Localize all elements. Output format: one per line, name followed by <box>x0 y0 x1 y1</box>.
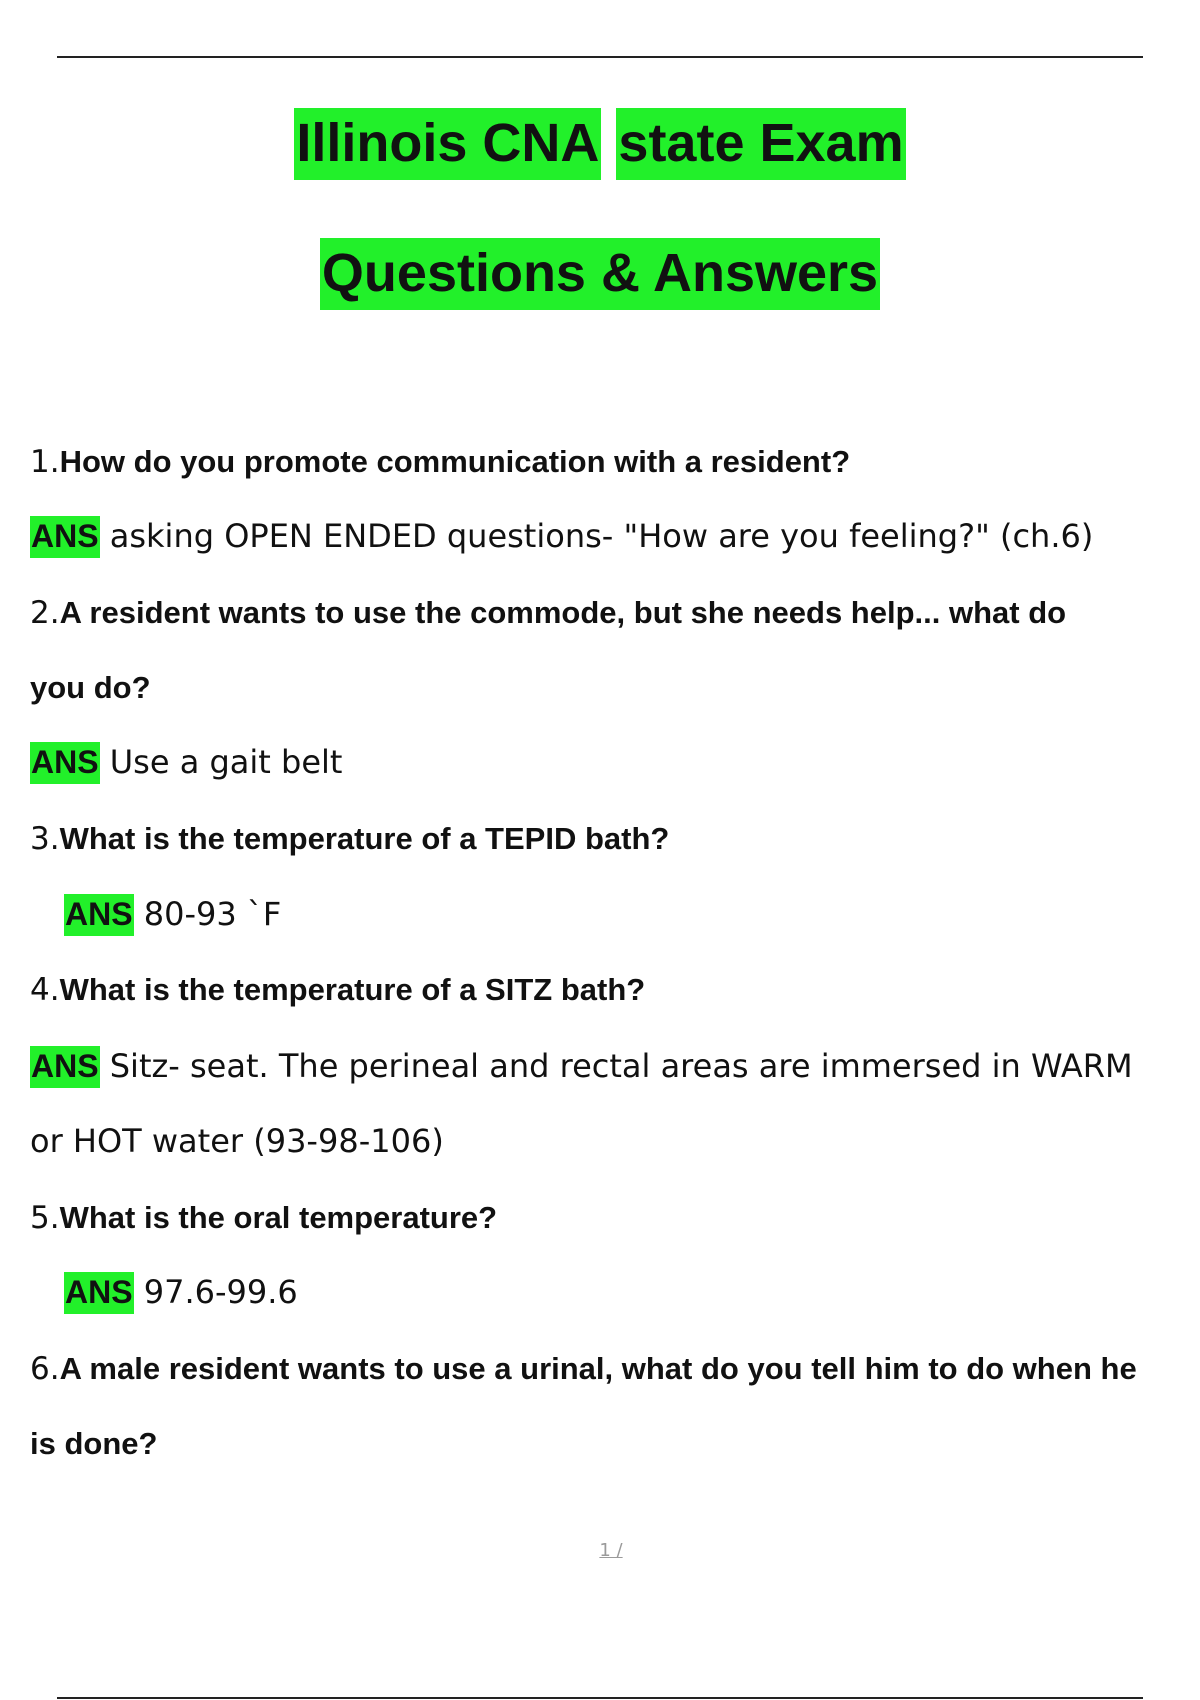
question-1 <box>30 446 850 478</box>
subtitle-highlight: Questions & Answers <box>320 238 880 310</box>
answer-5 <box>64 1273 298 1311</box>
question-number: 4. <box>30 972 60 1008</box>
question-text: is done? <box>30 1426 158 1461</box>
question-5 <box>30 1202 497 1234</box>
question-2 <box>30 597 1066 629</box>
document-title <box>0 113 1200 173</box>
ans-badge: ANS <box>30 1046 100 1088</box>
answer-2 <box>30 743 343 781</box>
answer-4-continued <box>30 1122 444 1160</box>
ans-badge: ANS <box>64 1272 134 1314</box>
question-4 <box>30 974 645 1006</box>
question-text: What is the temperature of a SITZ bath? <box>59 972 646 1007</box>
answer-text: asking OPEN ENDED questions- "How are you feeling?" (ch.6) <box>109 517 1094 555</box>
question-text: What is the oral temperature? <box>59 1200 498 1235</box>
question-number: 3. <box>30 821 60 857</box>
answer-3 <box>64 895 282 933</box>
answer-4 <box>30 1047 1133 1085</box>
question-number: 2. <box>30 595 60 631</box>
question-number: 5. <box>30 1200 60 1236</box>
question-6-continued <box>30 1428 157 1459</box>
answer-text: or HOT water (93-98-106) <box>30 1122 444 1160</box>
answer-text: Sitz- seat. The perineal and rectal areas are immersed in WARM <box>109 1047 1133 1085</box>
answer-text: 80-93 `F <box>143 895 282 933</box>
top-rule <box>57 56 1143 58</box>
bottom-rule <box>57 1697 1143 1699</box>
question-number: 1. <box>30 444 60 480</box>
question-number: 6. <box>30 1351 60 1387</box>
ans-badge: ANS <box>30 516 100 558</box>
document-subtitle <box>0 243 1200 303</box>
answer-text: Use a gait belt <box>109 743 343 781</box>
title-highlight-part1: Illinois CNA <box>294 108 601 180</box>
title-highlight-part2: state Exam <box>616 108 905 180</box>
question-text: A male resident wants to use a urinal, what do you tell him to do when he <box>59 1351 1137 1386</box>
page-number: 1 / <box>599 1540 623 1561</box>
answer-text: 97.6-99.6 <box>143 1273 298 1311</box>
question-2-continued <box>30 672 151 703</box>
question-text: you do? <box>30 670 151 705</box>
ans-badge: ANS <box>64 894 134 936</box>
ans-badge: ANS <box>30 742 100 784</box>
question-3 <box>30 823 669 855</box>
question-6 <box>30 1353 1137 1385</box>
question-text: What is the temperature of a TEPID bath? <box>59 821 670 856</box>
answer-1 <box>30 517 1094 555</box>
question-text: How do you promote communication with a resident? <box>59 444 851 479</box>
question-text: A resident wants to use the commode, but she needs help... what do <box>59 595 1067 630</box>
